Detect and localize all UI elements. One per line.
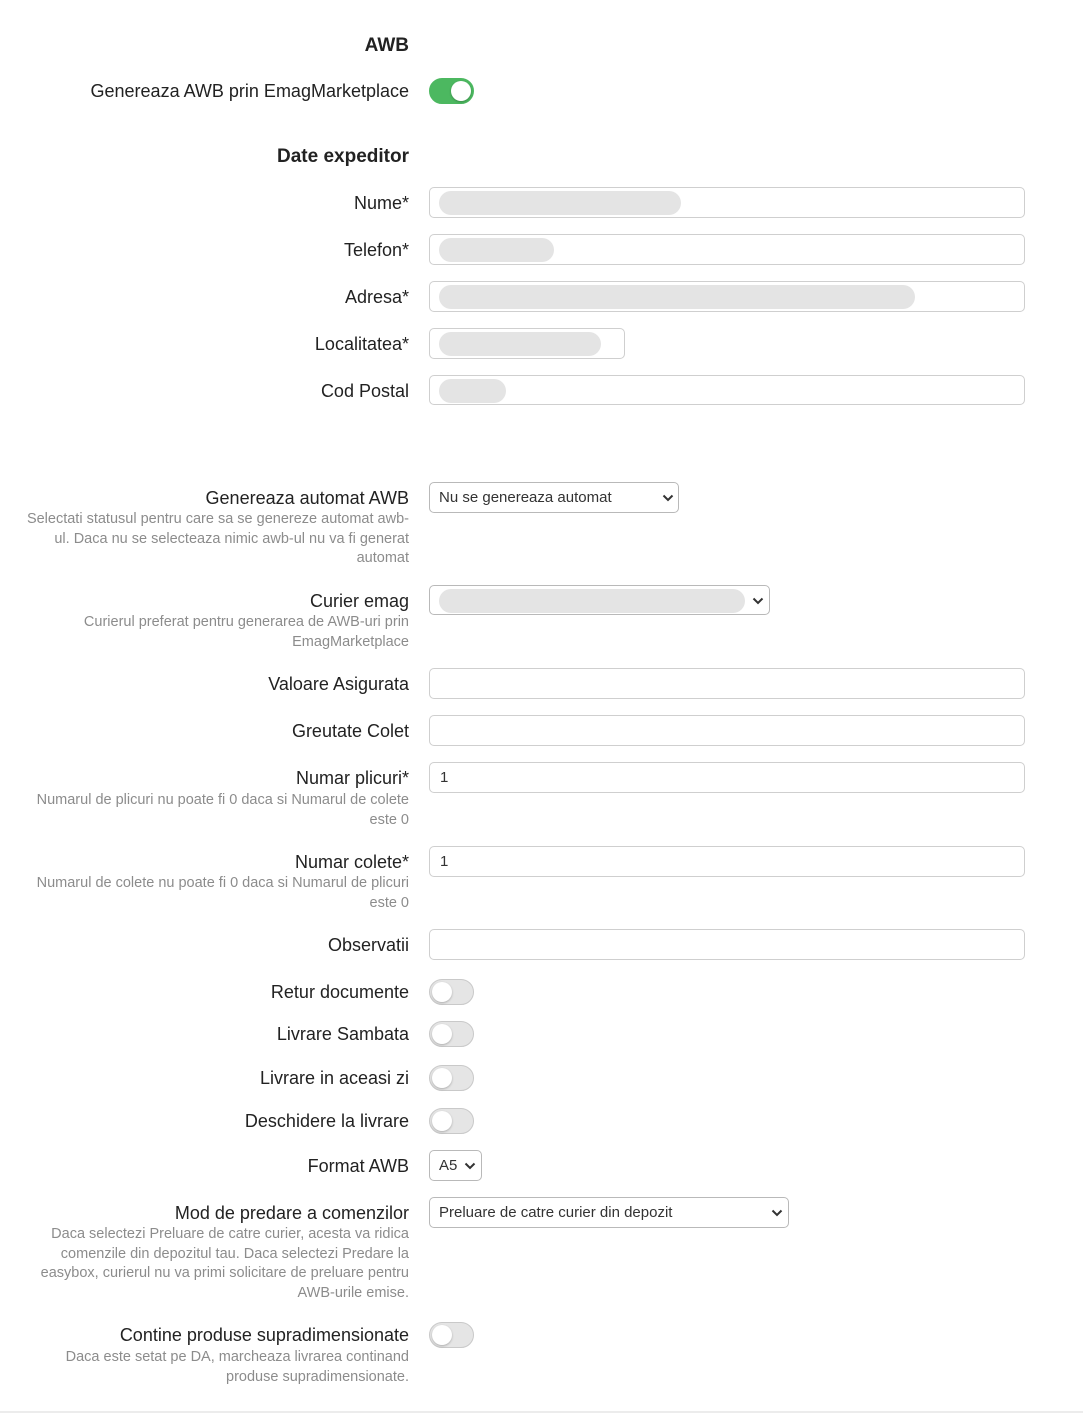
toggle-knob	[432, 1024, 452, 1044]
section-title-awb: AWB	[364, 35, 409, 56]
generate-awb-emag-label: Genereaza AWB prin EmagMarketplace	[90, 81, 409, 101]
toggle-knob	[432, 982, 452, 1002]
envelopes-label: Numar plicuri*	[295, 768, 409, 788]
sender-address-label: Adresa*	[344, 287, 409, 307]
toggle-knob	[432, 1068, 452, 1088]
sender-city-input[interactable]	[429, 328, 625, 359]
toggle-knob	[432, 1325, 452, 1345]
redacted-value	[439, 238, 554, 262]
courier-select[interactable]	[429, 585, 770, 615]
oversized-toggle[interactable]	[429, 1322, 474, 1348]
parcels-help: Numarul de colete nu poate fi 0 daca si Numarul de plicuri este 0	[36, 875, 409, 911]
observations-label: Observatii	[327, 935, 409, 955]
chevron-down-icon	[771, 1207, 783, 1219]
sender-address-input[interactable]	[429, 281, 1025, 312]
sender-name-label: Nume*	[353, 193, 409, 213]
saturday-delivery-label: Livrare Sambata	[276, 1024, 409, 1044]
oversized-help: Daca este setat pe DA, marcheaza livrarea continand produse supradimensionate.	[65, 1349, 409, 1385]
courier-help: Curierul preferat pentru generarea de AWB-uri prin EmagMarketplace	[83, 614, 409, 650]
same-day-delivery-toggle[interactable]	[429, 1065, 474, 1091]
redacted-value	[439, 191, 681, 215]
chevron-down-icon	[464, 1160, 476, 1172]
envelopes-help: Numarul de plicuri nu poate fi 0 daca si Numarul de colete este 0	[36, 792, 409, 828]
handover-mode-help: Daca selectezi Preluare de catre curier, acesta va ridica comenzile din depozitul tau. Daca selectezi Predare la easybox, curierul nu va primi solicitare de preluare pentru AWB-urile emise.	[40, 1226, 409, 1301]
open-on-delivery-label: Deschidere la livrare	[244, 1111, 409, 1131]
sender-postal-label: Cod Postal	[320, 381, 409, 401]
auto-awb-selected: Nu se genereaza automat	[439, 489, 612, 506]
envelopes-input[interactable]	[429, 762, 1025, 793]
handover-mode-selected: Preluare de catre curier din depozit	[439, 1204, 673, 1221]
insured-value-input[interactable]	[429, 668, 1025, 699]
auto-awb-select[interactable]	[429, 482, 679, 513]
sender-phone-label: Telefon*	[343, 240, 409, 260]
courier-label: Curier emag	[309, 591, 409, 611]
parcels-input[interactable]	[429, 846, 1025, 877]
chevron-down-icon	[752, 595, 764, 607]
awb-format-label: Format AWB	[307, 1156, 409, 1176]
insured-value-label: Valoare Asigurata	[268, 674, 409, 694]
redacted-value	[439, 285, 915, 309]
return-documents-label: Retur documente	[270, 982, 409, 1002]
awb-format-select[interactable]	[429, 1150, 482, 1181]
toggle-knob	[432, 1111, 452, 1131]
parcels-label: Numar colete*	[294, 852, 409, 872]
observations-input[interactable]	[429, 929, 1025, 960]
redacted-value	[439, 379, 506, 403]
awb-format-selected: A5	[439, 1157, 458, 1174]
chevron-down-icon	[662, 492, 674, 504]
parcel-weight-label: Greutate Colet	[291, 721, 409, 741]
toggle-knob	[451, 81, 471, 101]
return-documents-toggle[interactable]	[429, 979, 474, 1005]
sender-postal-input[interactable]	[429, 375, 1025, 405]
sender-name-input[interactable]	[429, 187, 1025, 218]
section-title-sender: Date expeditor	[277, 146, 409, 167]
auto-awb-label: Genereaza automat AWB	[205, 488, 409, 508]
saturday-delivery-toggle[interactable]	[429, 1021, 474, 1047]
auto-awb-help: Selectati statusul pentru care sa se genereze automat awb-ul. Daca nu se selecteaza nimic awb-ul nu va fi generat automat	[26, 511, 409, 566]
same-day-delivery-label: Livrare in aceasi zi	[259, 1068, 409, 1088]
parcel-weight-input[interactable]	[429, 715, 1025, 746]
handover-mode-select[interactable]	[429, 1197, 789, 1228]
generate-awb-emag-toggle[interactable]	[429, 78, 474, 104]
handover-mode-label: Mod de predare a comenzilor	[174, 1203, 409, 1223]
open-on-delivery-toggle[interactable]	[429, 1108, 474, 1134]
sender-phone-input[interactable]	[429, 234, 1025, 265]
redacted-value	[439, 332, 601, 356]
oversized-label: Contine produse supradimensionate	[119, 1325, 409, 1345]
sender-city-label: Localitatea*	[314, 334, 409, 354]
section-divider	[0, 1411, 1083, 1413]
redacted-value	[439, 589, 745, 613]
